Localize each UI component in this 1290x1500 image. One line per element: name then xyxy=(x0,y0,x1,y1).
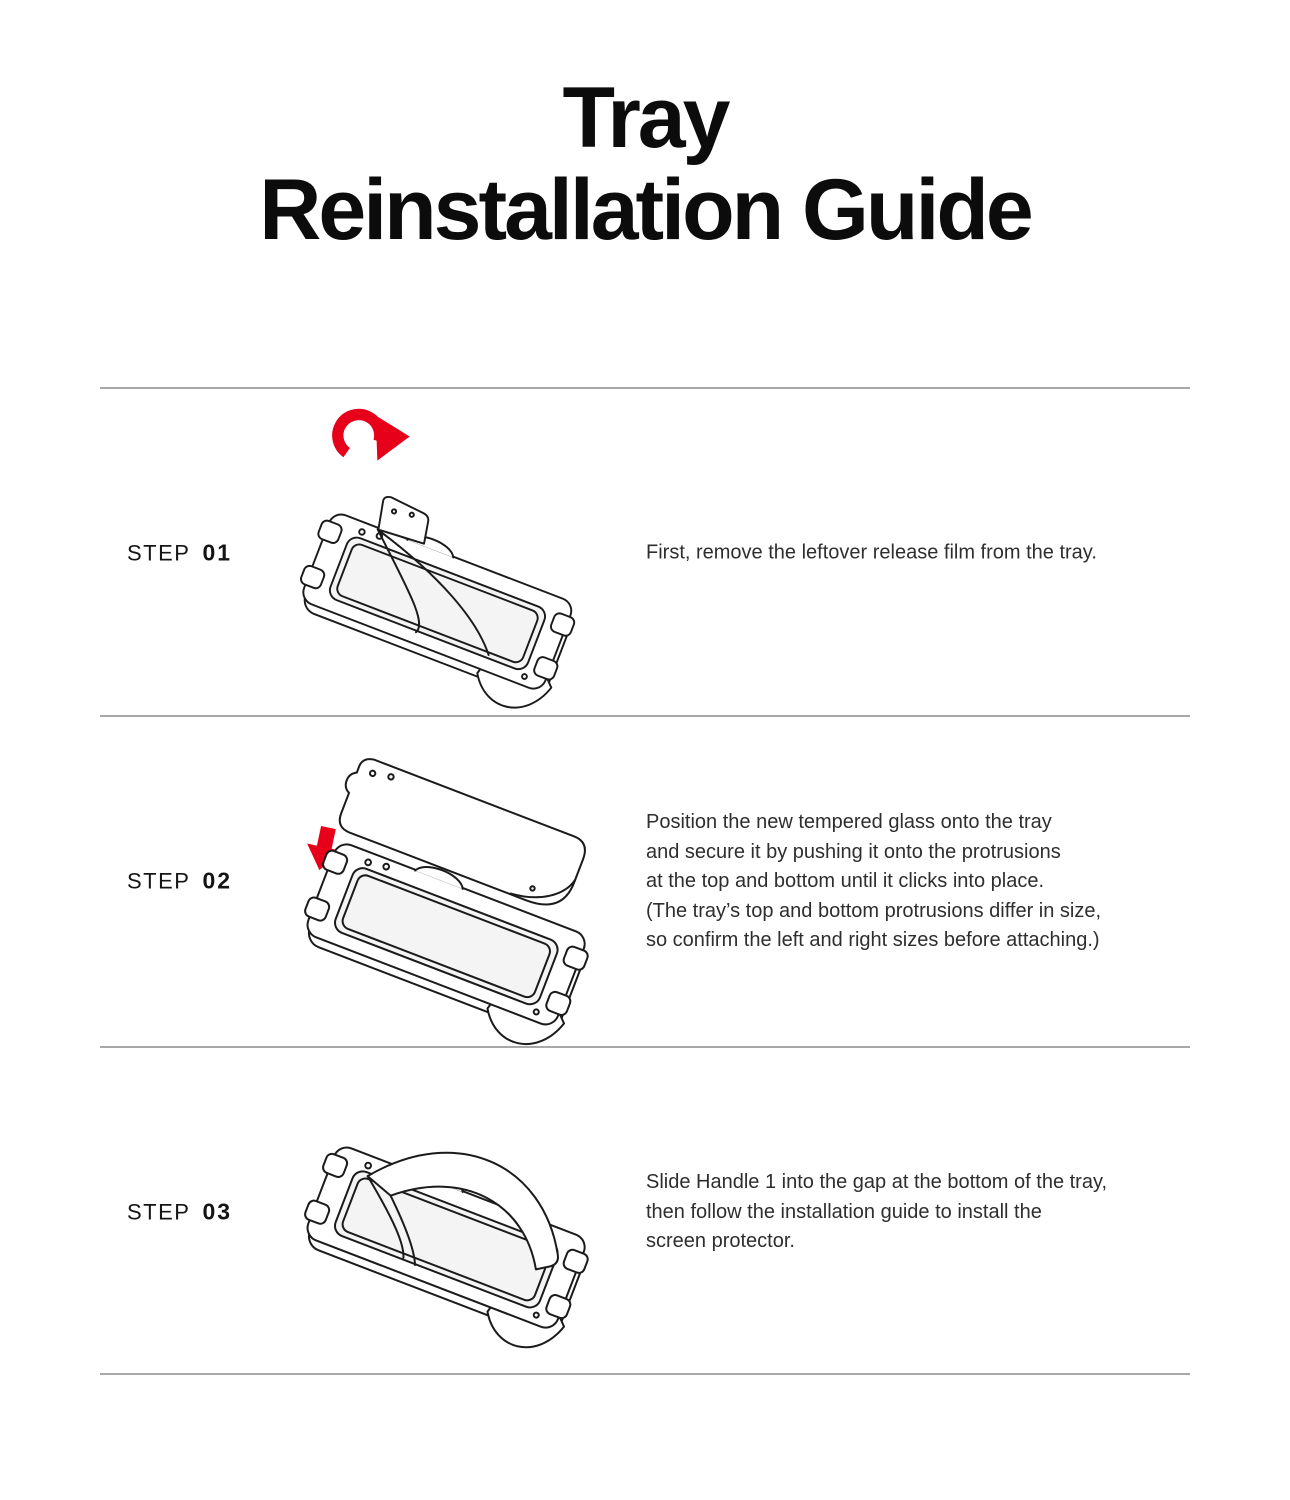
text-line: then follow the installation guide to install the xyxy=(646,1200,1042,1223)
step-number: 03 xyxy=(202,1198,233,1225)
red-curved-arrow-icon xyxy=(338,414,410,460)
step-03-label xyxy=(127,1199,232,1226)
step-01-row xyxy=(0,388,1290,716)
tray-graphic xyxy=(288,1106,610,1360)
step-03-row xyxy=(0,1047,1290,1374)
step-03-text xyxy=(646,1168,1107,1257)
step-01-illustration xyxy=(278,400,593,695)
step-03-illustration xyxy=(283,1085,613,1361)
tray-release-film-graphic xyxy=(278,400,593,695)
step-02-text xyxy=(646,808,1101,956)
tray-graphic xyxy=(284,478,594,720)
step-word: STEP xyxy=(127,868,191,894)
text-line: (The tray’s top and bottom protrusions differ in size, xyxy=(646,899,1102,922)
text-line: Position the new tempered glass onto the tray xyxy=(646,811,1052,833)
text-line: First, remove the leftover release film from the tray. xyxy=(646,541,1097,564)
step-number: 02 xyxy=(202,867,233,894)
title-line-1: Tray xyxy=(562,70,728,166)
page-title xyxy=(0,72,1290,256)
glass-onto-tray-graphic xyxy=(283,740,613,1037)
step-02-row xyxy=(0,716,1290,1047)
handle-into-tray-graphic xyxy=(283,1085,613,1361)
step-01-label xyxy=(127,540,232,567)
text-line: so confirm the left and right sizes before attaching.) xyxy=(646,929,1100,951)
step-01-text xyxy=(646,538,1097,568)
title-line-2: Reinstallation Guide xyxy=(259,162,1031,258)
text-line: Slide Handle 1 into the gap at the bottom of the tray, xyxy=(646,1171,1108,1193)
step-number: 01 xyxy=(202,539,233,566)
text-line: at the top and bottom until it clicks into place. xyxy=(646,870,1044,892)
step-02-label xyxy=(127,868,232,895)
step-02-illustration xyxy=(283,740,613,1037)
step-word: STEP xyxy=(127,1199,191,1225)
step-word: STEP xyxy=(127,540,191,566)
text-line: and secure it by pushing it onto the protrusions xyxy=(646,840,1061,863)
text-line: screen protector. xyxy=(646,1230,795,1252)
